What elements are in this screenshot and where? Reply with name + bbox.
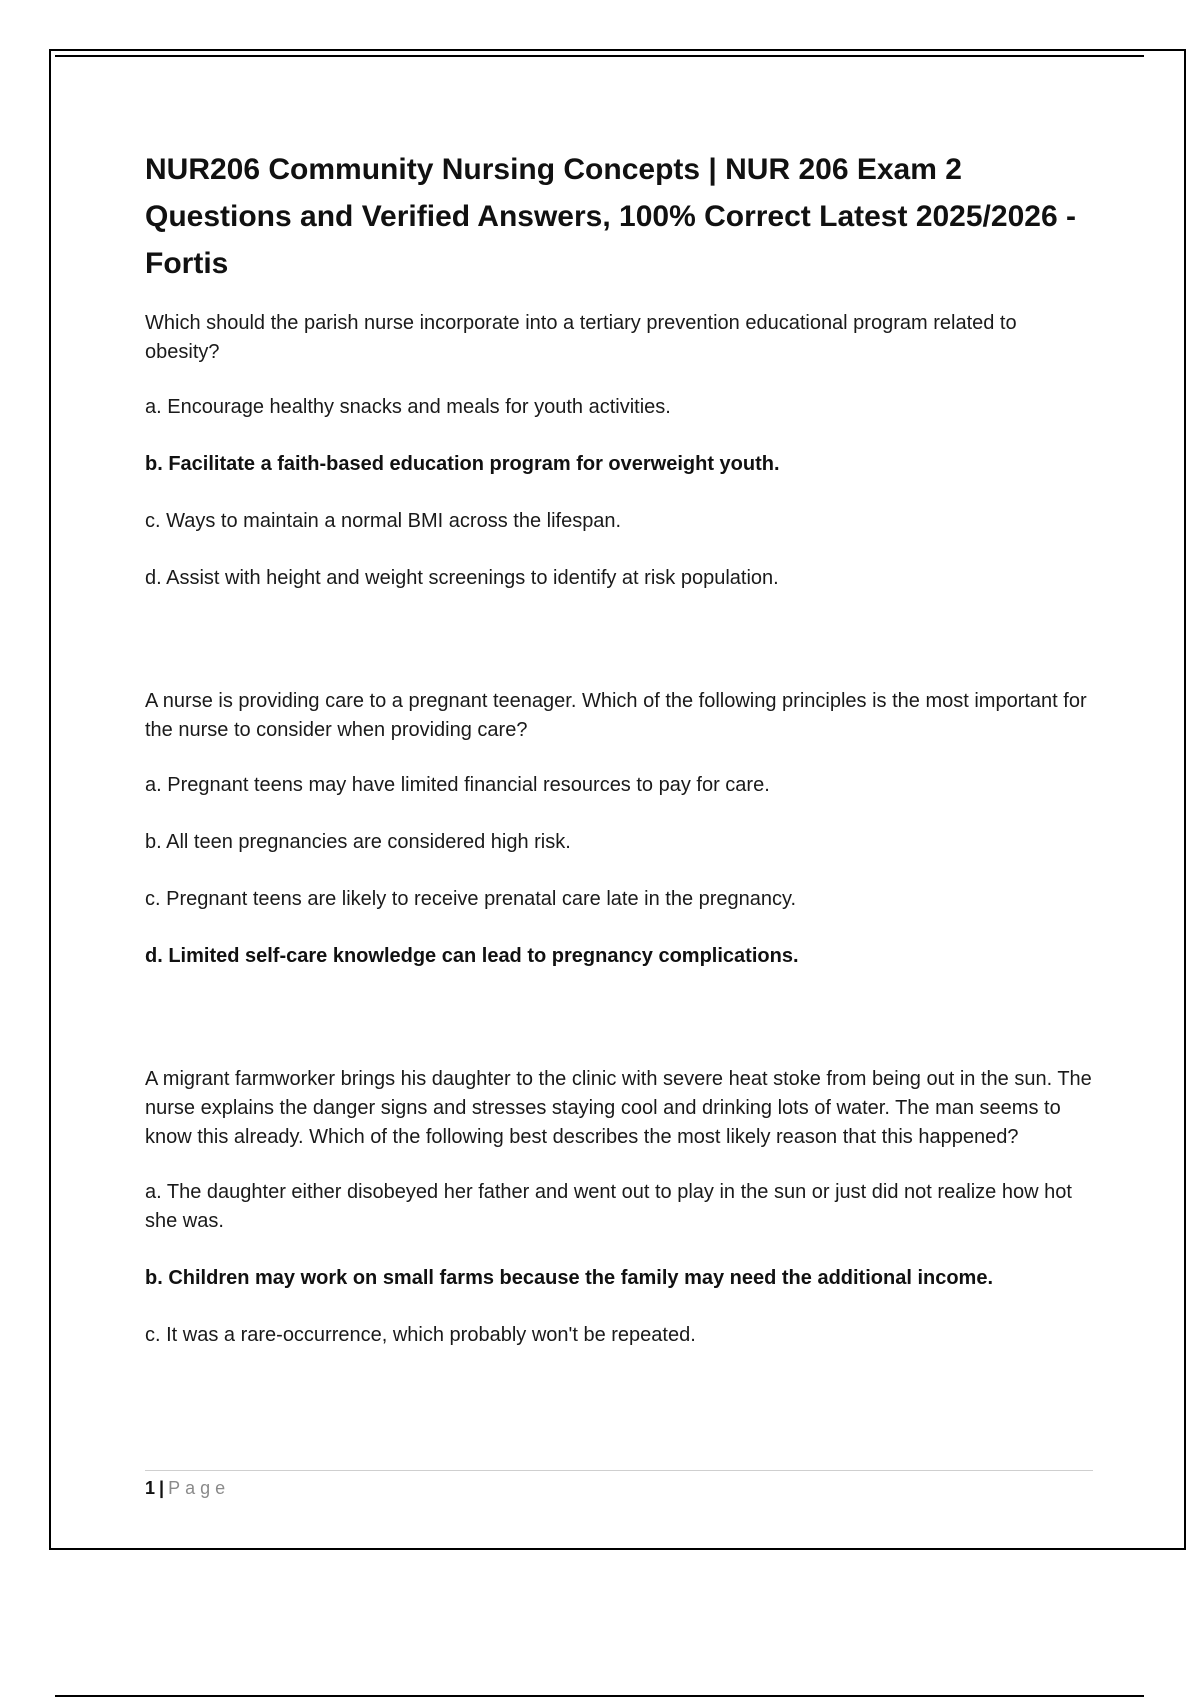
page-footer <box>145 1470 1093 1501</box>
document-body <box>145 146 1095 1378</box>
page-label: Page <box>168 1478 231 1498</box>
answer-option-b: b. All teen pregnancies are considered high risk. <box>145 831 571 853</box>
next-page-rule <box>55 1695 1144 1697</box>
page-number: 1 <box>145 1478 156 1498</box>
answer-option-c: c. Pregnant teens are likely to receive prenatal care late in the pregnancy. <box>145 888 797 910</box>
answer-option-c: c. Ways to maintain a normal BMI across the lifespan. <box>145 510 622 532</box>
answer-option-a: a. The daughter either disobeyed her father and went out to play in the sun or just did not realize how hot she was. <box>145 1181 1072 1232</box>
correct-answer-option-b: b. Facilitate a faith-based education program for overweight youth. <box>145 453 780 475</box>
correct-answer-option-b: b. Children may work on small farms because the family may need the additional income. <box>145 1267 994 1289</box>
question-spacer <box>145 999 1095 1065</box>
header-rule <box>55 55 1144 57</box>
question-3 <box>145 1065 1095 1350</box>
answer-option-d: d. Assist with height and weight screenings to identify at risk population. <box>145 567 779 589</box>
answer-option-c: c. It was a rare-occurrence, which probably won't be repeated. <box>145 1324 696 1346</box>
answer-option-a: a. Encourage healthy snacks and meals for youth activities. <box>145 396 671 418</box>
correct-answer-option-d: d. Limited self-care knowledge can lead to pregnancy complications. <box>145 945 799 967</box>
question-spacer <box>145 621 1095 687</box>
answer-option-a: a. Pregnant teens may have limited financial resources to pay for care. <box>145 774 770 796</box>
question-1 <box>145 309 1095 593</box>
document-title: NUR206 Community Nursing Concepts | NUR 206 Exam 2 Questions and Verified Answers, 100% Correct Latest 2025/2026 -Fortis <box>145 153 1076 280</box>
footer-separator: | <box>159 1478 165 1498</box>
question-text: Which should the parish nurse incorporate into a tertiary prevention educational program related to obesity? <box>145 312 1017 363</box>
question-text: A nurse is providing care to a pregnant teenager. Which of the following principles is the most important for the nurse to consider when providing care? <box>145 690 1087 741</box>
question-2 <box>145 687 1095 971</box>
question-text: A migrant farmworker brings his daughter to the clinic with severe heat stoke from being out in the sun. The nurse explains the danger signs and stresses staying cool and drinking lots of water. The man seems to know this already. Which of the following best describes the most likely reason that this happened? <box>145 1068 1092 1148</box>
